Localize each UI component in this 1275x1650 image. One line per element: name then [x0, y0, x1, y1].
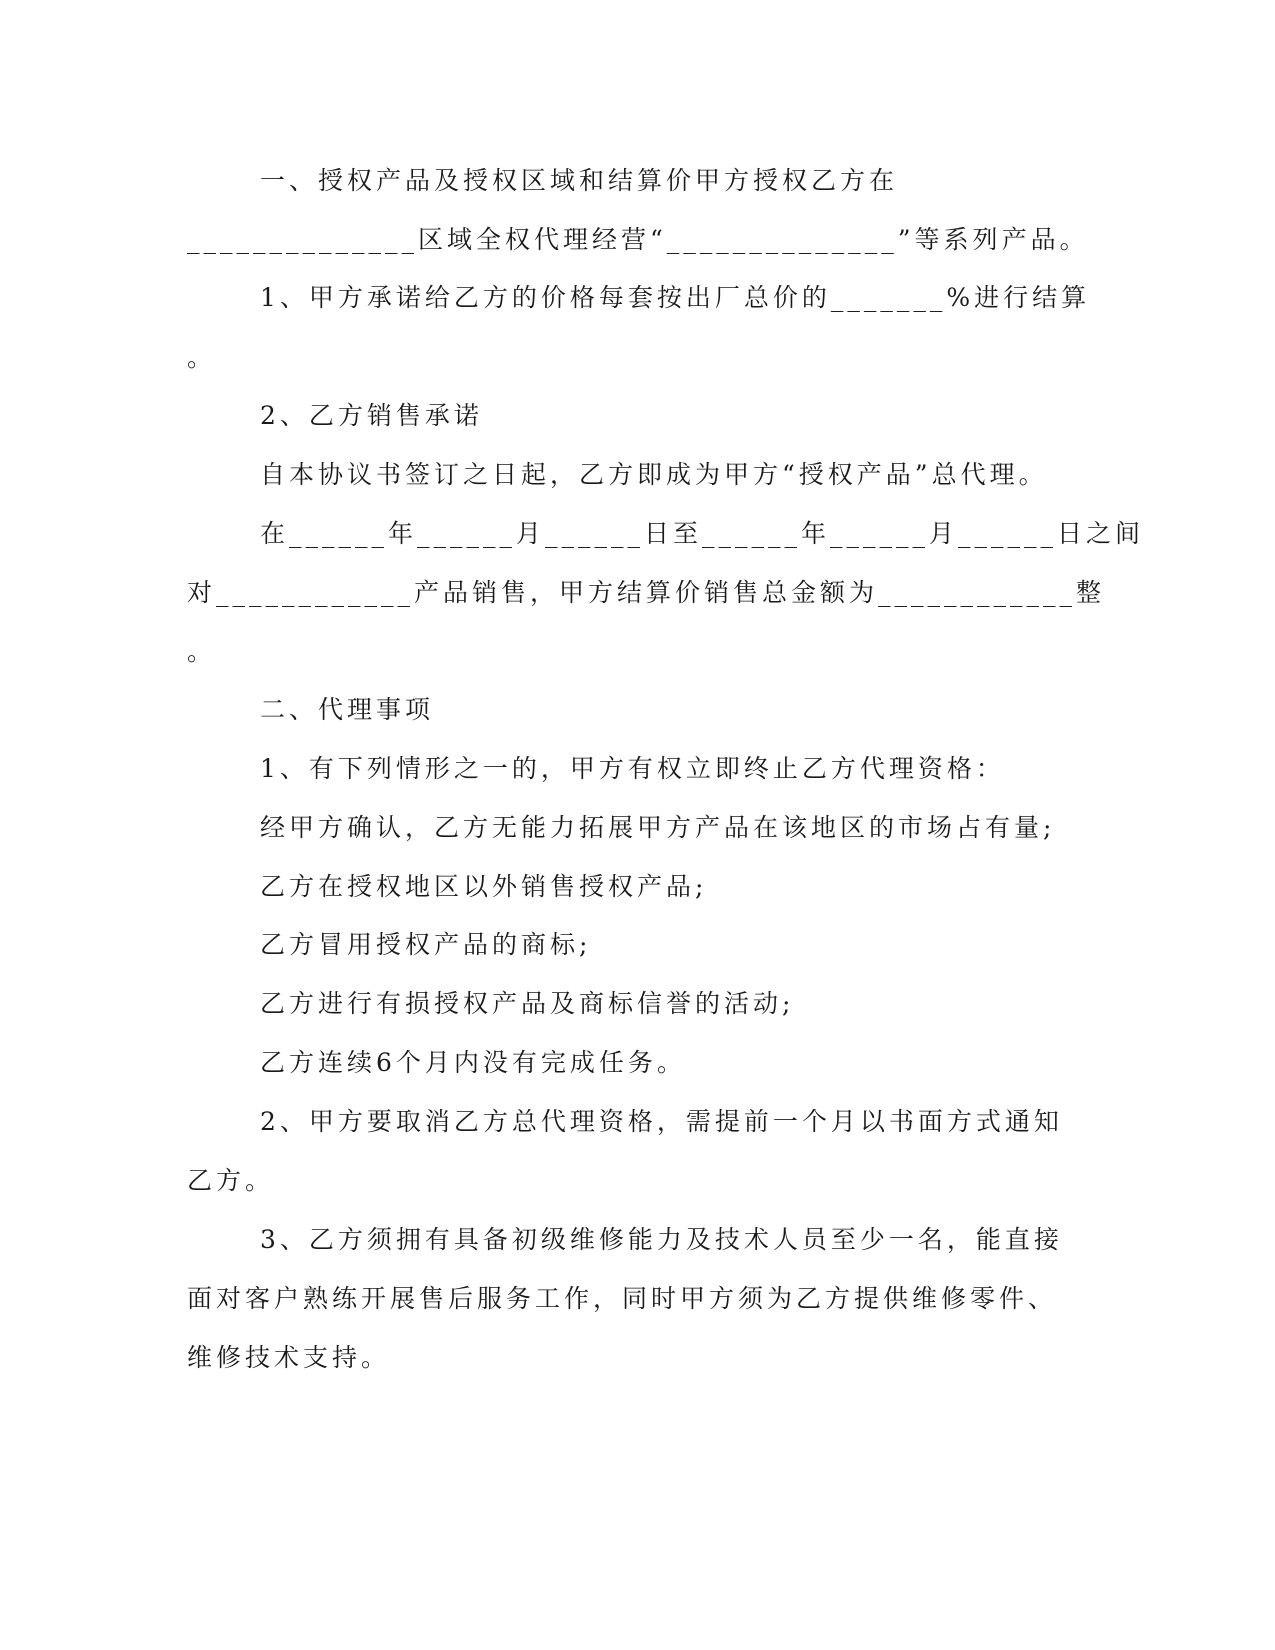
- clause-maintenance: 3、乙方须拥有具备初级维修能力及技术人员至少一名，能直接: [260, 1225, 1063, 1254]
- clause-termination: 1、有下列情形之一的，甲方有权立即终止乙方代理资格：: [260, 754, 1005, 783]
- paragraph-line: 对____________产品销售，甲方结算价销售总金额为____________整: [187, 578, 1106, 607]
- paragraph-line: 乙方。: [187, 1166, 275, 1195]
- list-item: 乙方冒用授权产品的商标;: [260, 930, 592, 959]
- clause-price-commitment: 1、甲方承诺给乙方的价格每套按出厂总价的_______%进行结算: [260, 283, 1091, 312]
- list-item: 乙方连续6个月内没有完成任务。: [260, 1048, 686, 1077]
- list-item: 经甲方确认，乙方无能力拓展甲方产品在该地区的市场占有量;: [260, 813, 1056, 842]
- paragraph-line: 面对客户熟练开展售后服务工作，同时甲方须为乙方提供维修零件、: [187, 1284, 1058, 1313]
- paragraph-line: 在______年______月______日至______年______月______日之间: [260, 519, 1145, 548]
- paragraph-line: ______________区域全权代理经营“______________”等系列产品。: [187, 225, 1089, 254]
- list-item: 乙方在授权地区以外销售授权产品;: [260, 872, 708, 901]
- section-heading-authorization: 一、授权产品及授权区域和结算价甲方授权乙方在: [260, 166, 899, 195]
- clause-sales-commitment: 2、乙方销售承诺: [260, 401, 483, 430]
- list-item: 乙方进行有损授权产品及商标信誉的活动;: [260, 989, 795, 1018]
- paragraph-line: 。: [187, 343, 217, 372]
- paragraph-line: 维修技术支持。: [187, 1343, 391, 1372]
- paragraph-line: 。: [187, 637, 217, 666]
- clause-cancellation-notice: 2、甲方要取消乙方总代理资格，需提前一个月以书面方式通知: [260, 1107, 1063, 1136]
- section-heading-agency-matters: 二、代理事项: [260, 695, 435, 724]
- paragraph-line: 自本协议书签订之日起，乙方即成为甲方“授权产品”总代理。: [260, 460, 1048, 489]
